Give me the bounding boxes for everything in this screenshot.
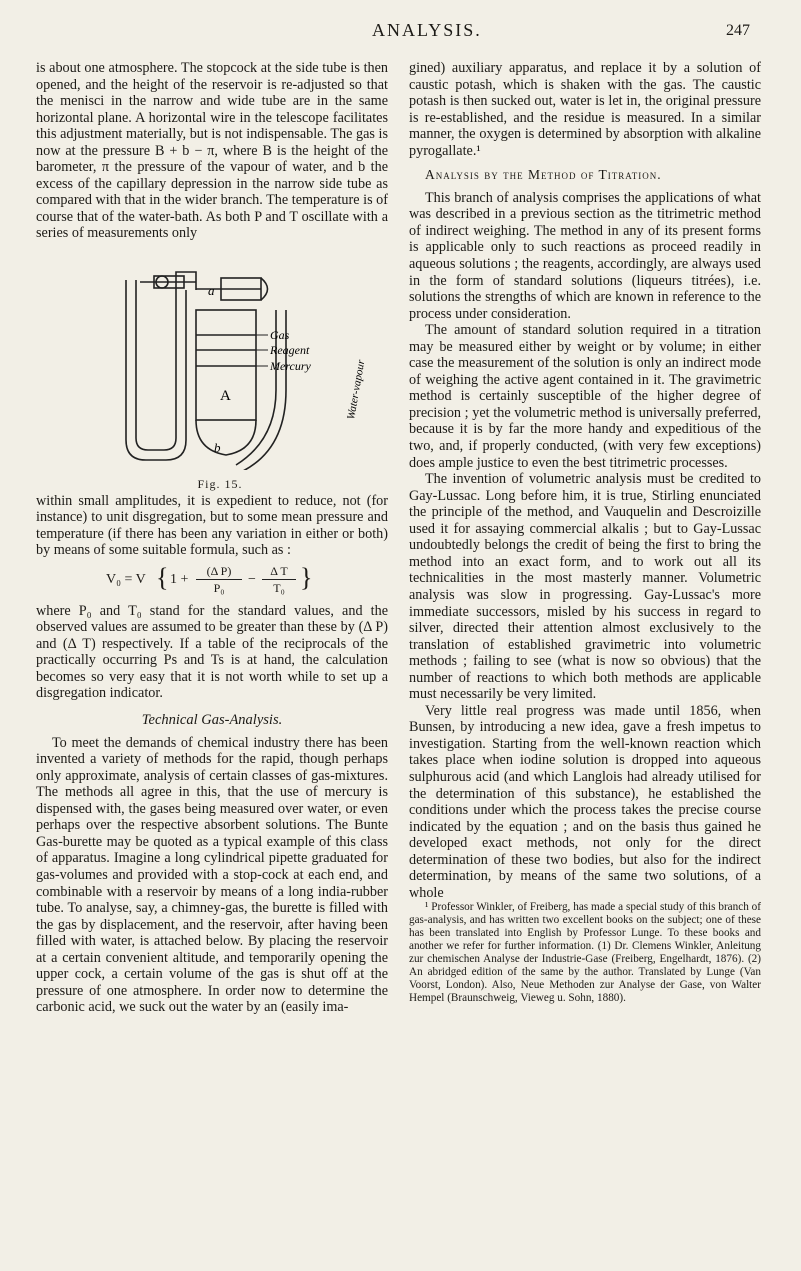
running-head [0,20,801,44]
right-paragraph-5: Very little real progress was made until 1856, when Bunsen, by introducing a new idea, gave a fresh impetus to investigation. Starting from the well-known reaction which takes place when iodine solution is dropped into aqueous sulphurous acid (and which Langlois had already utilised for the determination of this substance), he established the conditions under which the process takes the precise course indicated by the equation ; and on the basis thus gained he developed exact methods, not only for the direct determination of these two bodies, but also for the indirect determination, by means of the same two solutions, of a whole [409,702,761,901]
heading-titration: Analysis by the Method of Titration. [425,167,662,183]
fig-label-water-vapour: Water-vapour [345,358,368,421]
left-column [36,60,388,1016]
right-paragraph-3: The amount of standard solution required in a titration may be measured either by weight or by volume; in either case the measurement of the solution is only an indirect mode of weighing the active agent contained in it. The gravimetric method is certainly susceptible of the higher degree of precision ; yet the volumetric method is universally preferred, because it is by far the more handy and expeditious of the two, and, if properly conducted, (with very few exceptions) does ample justice to even the best titrimetric processes. [409,322,761,471]
right-paragraph-1: gined) auxiliary apparatus, and replace it by a solution of caustic potash, which is shaken with the gas. The caustic potash is then sucked out, water is let in, the original pressure is re-established, and the residue is measured. In a similar manner, the oxygen is determined by absorption with alkaline pyrogallate.¹ [409,60,761,159]
right-paragraph-4: The invention of volumetric analysis must be credited to Gay-Lussac. Long before him, it is true, Stirling enunciated the principle of the method, and Vauquelin and Descroizille used it for assaying commercial alkalis ; but to Gay-Lussac undoubtedly belongs the credit of being the first to bring the method into an exact form, and to work out all its technicalities in the most masterly manner. Volumetric analysis was slow in progressing. Gay-Lussac's more immediate successors, misled by his success in regard to silver, directed their attention almost exclusively to the translation of established gravimetric into volumetric methods ; failing to see (what is now so obvious) that the number of reactions to which both methods are applicable must necessarily be very limited. [409,471,761,703]
left-paragraph-1: is about one atmosphere. The stopcock at the side tube is then opened, and the height of the reservoir is re-adjusted so that the menisci in the narrow and wide tube are in the same horizontal plane. A horizontal wire in the telescope facilitates this adjustment materially, but is not indispensable. The gas is now at the pressure B + b − π, where B is the height of the barometer, π the pressure of the vapour of water, and b the excess of the capillary depression in the narrow side tube as compared with that in the wider branch. The temperature is of course that of the water-bath. As both P and T oscillate with a series of measurements only [36,60,388,242]
formula-num1: (Δ P) [196,563,242,581]
fig-label-b: b [214,440,221,456]
left-paragraph-2: within small amplitudes, it is expedient to reduce, not (for instance) to unit disgregation, but to some mean pressure and temperature (if there has been any variation in either or both) by means of some suitable formula, such as : [36,492,388,559]
formula-minus: − [248,571,256,587]
figure-caption: Fig. 15. [197,477,243,492]
formula-one-plus: 1 + [170,571,189,587]
fig-label-mercury: Mercury [270,359,311,374]
formula-brace-left: { [156,562,169,592]
formula-lhs: V₀ = V [106,571,146,587]
formula-den2: T₀ [273,580,285,595]
left-paragraph-4: To meet the demands of chemical industry there has been invented a variety of methods for the rapid, though perhaps only approximate, analysis of certain classes of gas-mixtures. The methods all agree in this, that the use of mercury is dispensed with, the gases being measured over water, or even perhaps over the respective absorbent solutions. The Bunte Gas-burette may be quoted as a typical example of this class of apparatus. Imagine a long cylindrical pipette graduated for gas-volumes and provided with a stop-cock at each end, and combinable with a reservoir by means of a long india-rubber tube. To analyse, say, a chimney-gas, the burette is filled with the gas by displacement, and the reservoir, after having been filled with water, is attached below. By placing the reservoir at a certain convenient altitude, and temporarily opening the upper cock, a certain volume of the gas is shut off at the pressure of one atmosphere. In order now to determine the carbonic acid, we suck out the water by an (easily ima- [36,734,388,1016]
running-title: ANALYSIS. [372,20,482,40]
formula-num2: Δ T [262,563,296,581]
formula [106,563,388,597]
heading-technical-gas-analysis: Technical Gas-Analysis. [141,712,283,729]
right-paragraph-2: This branch of analysis comprises the applications of what was described in a previous section as the titrimetric method of indirect weighing. The method in any of its present forms is applicable only to such reactions as proceed readily in aqueous solutions ; the reagents, accordingly, are always used in the form of standard solutions (liqueurs titrées), i.e. solutions the strengths of which are known in reference to the process under consideration. [409,189,761,322]
formula-den1: P₀ [213,580,225,595]
gas-apparatus-diagram [36,250,388,470]
fig-label-a: a [208,283,215,299]
figure-15 [36,250,388,470]
page-number: 247 [726,22,750,39]
fig-label-reagent: Reagent [270,343,310,358]
footnote: ¹ Professor Winkler, of Freiberg, has made a special study of this branch of gas-analysis, and has written two excellent books on the subject; one of these has been translated into English by Professor Lunge. To these books and another we refer for further information. (1) Dr. Clemens Winkler, Anleitung zur chemischen Analyse der Industrie-Gase (Freiberg, Engelhardt, 1876). (2) An abridged edition of the same by the author. Translated by Lunge (Van Voorst, London). Also, Neue Methoden zur Analyse der Gase, von Walter Hempel (Braunschweig, Vieweg u. Sohn, 1880). [409,901,761,1005]
left-paragraph-3: where P₀ and T₀ stand for the standard values, and the observed values are assumed to be greater than these by (Δ P) and (Δ T) respectively. If a table of the reciprocals of the practically occurring Ps and Ts is at hand, the calculation becomes so very easy that it is not worth while to set up a disgregation indicator. [36,602,388,702]
right-column [409,60,761,1005]
fig-label-A: A [220,388,231,405]
formula-brace-right: } [300,562,313,592]
fig-label-gas: Gas [270,328,290,343]
